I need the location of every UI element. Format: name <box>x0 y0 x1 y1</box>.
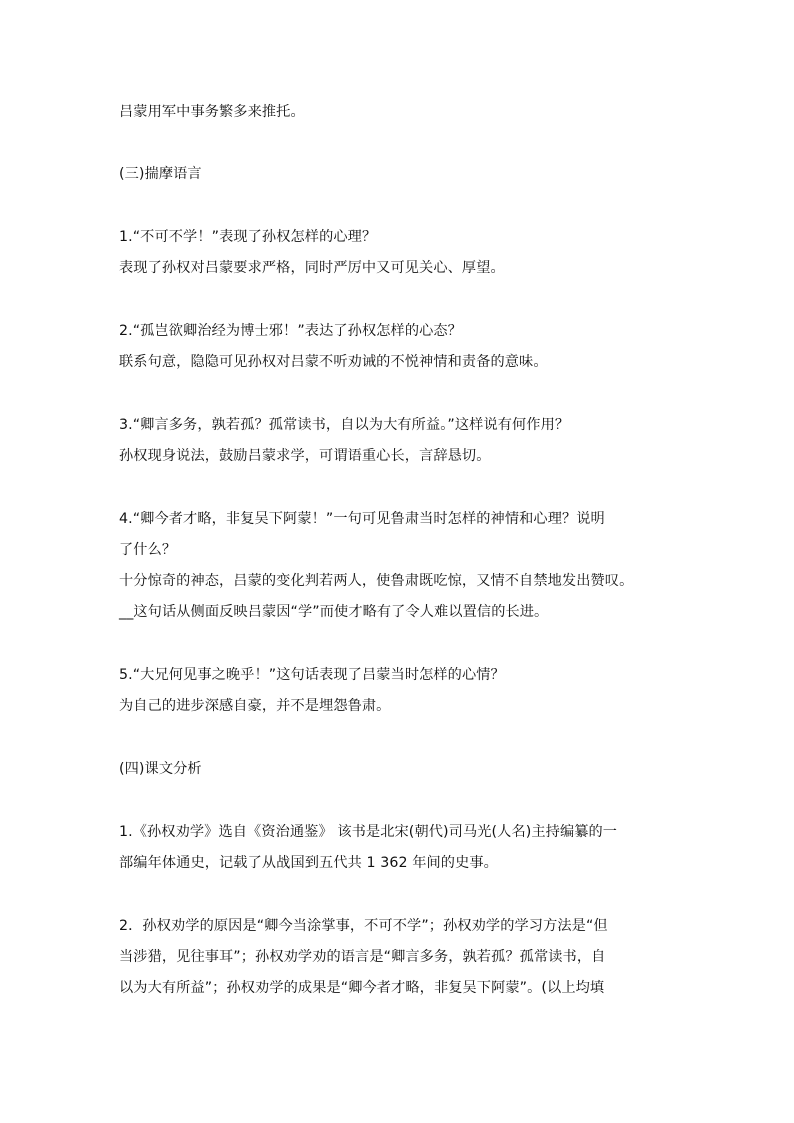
question-4-line-1: 4.“卿今者才略，非复吴下阿蒙！”一句可见鲁肃当时怎样的神情和心理？说明 <box>119 511 605 527</box>
analysis-2-line-2: 当涉猎，见往事耳”；孙权劝学劝的语言是“卿言多务，孰若孤？孤常读书，自 <box>119 949 606 965</box>
section-heading: (四)课文分析 <box>119 761 202 777</box>
question-2: 2.“孤岂欲卿治经为博士邪！”表达了孙权怎样的心态？ <box>119 323 462 339</box>
question-5: 5.“大兄何见事之晚乎！”这句话表现了吕蒙当时怎样的心情？ <box>119 667 505 683</box>
question-3: 3.“卿言多务，孰若孤？孤常读书，自以为大有所益。”这样说有何作用？ <box>119 417 570 433</box>
section-heading: (三)揣摩语言 <box>119 166 202 182</box>
question-1: 1.“不可不学！”表现了孙权怎样的心理？ <box>119 229 377 245</box>
analysis-2-line-3: 以为大有所益”；孙权劝学的成果是“卿今者才略，非复吴下阿蒙”。(以上均填 <box>119 980 605 996</box>
analysis-2-line-1: 2．孙权劝学的原因是“卿今当涂掌事，不可不学”；孙权劝学的学习方法是“但 <box>119 918 608 934</box>
text-line: 吕蒙用军中事务繁多来推托。 <box>119 104 305 120</box>
answer-1: 表现了孙权对吕蒙要求严格，同时严厉中又可见关心、厚望。 <box>119 260 505 276</box>
answer-4-line-1: 十分惊奇的神态，吕蒙的变化判若两人，使鲁肃既吃惊，又情不自禁地发出赞叹。 <box>119 573 634 589</box>
analysis-1-line-2: 部编年体通史，记载了从战国到五代共 1 362 年间的史事。 <box>119 855 498 871</box>
answer-4-line-2: __这句话从侧面反映吕蒙因“学”而使才略有了令人难以置信的长进。 <box>119 604 549 620</box>
question-4-line-2: 了什么？ <box>119 542 177 558</box>
answer-2: 联系句意，隐隐可见孙权对吕蒙不听劝诫的不悦神情和责备的意味。 <box>119 354 548 370</box>
answer-3: 孙权现身说法，鼓励吕蒙求学，可谓语重心长，言辞恳切。 <box>119 448 491 464</box>
analysis-1-line-1: 1.《孙权劝学》选自《资治通鉴》 该书是北宋(朝代)司马光(人名)主持编纂的一 <box>119 824 618 840</box>
answer-5: 为自己的进步深感自豪，并不是埋怨鲁肃。 <box>119 698 391 714</box>
